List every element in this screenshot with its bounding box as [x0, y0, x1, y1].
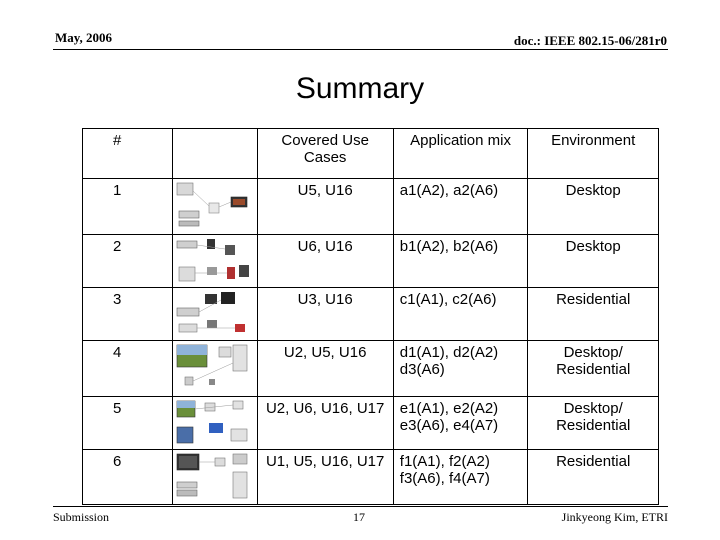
table-row: [83, 397, 659, 450]
environment: Desktop/ Residential: [528, 341, 659, 397]
covered-use-cases: U2, U6, U16, U17: [257, 397, 393, 450]
scenario-image: [172, 288, 257, 341]
environment: Desktop: [528, 179, 659, 235]
footer-author: Jinkyeong Kim, ETRI: [561, 510, 668, 524]
desktop-scenario-illustration: [175, 237, 251, 285]
row-number: 6: [83, 450, 173, 505]
column-header-number: #: [83, 129, 173, 179]
header-doc-id: doc.: IEEE 802.15-06/281r0: [513, 33, 667, 48]
scenario-image: [172, 341, 257, 397]
table-row: [83, 450, 659, 505]
column-header-image: [172, 129, 257, 179]
table-row: [83, 179, 659, 235]
column-header-use-cases: Covered Use Cases: [257, 129, 393, 179]
residential-scenario-illustration: [175, 290, 251, 338]
application-mix: d1(A1), d2(A2) d3(A6): [393, 341, 528, 397]
covered-use-cases: U5, U16: [257, 179, 393, 235]
summary-table: [82, 128, 659, 505]
table-row: [83, 235, 659, 288]
column-header-app-mix: Application mix: [393, 129, 528, 179]
scenario-image: [172, 397, 257, 450]
scenario-image: [172, 179, 257, 235]
slide-title: Summary: [295, 72, 425, 105]
footer-submission: Submission: [53, 510, 110, 524]
environment: Residential: [528, 450, 659, 505]
header-rule: [53, 49, 668, 50]
environment: Desktop/ Residential: [528, 397, 659, 450]
row-number: 2: [83, 235, 173, 288]
application-mix: e1(A1), e2(A2) e3(A6), e4(A7): [393, 397, 528, 450]
application-mix: a1(A2), a2(A6): [393, 179, 528, 235]
page-number: 17: [353, 510, 365, 524]
covered-use-cases: U3, U16: [257, 288, 393, 341]
environment: Desktop: [528, 235, 659, 288]
table-header-row: [83, 129, 659, 179]
scenario-image: [172, 235, 257, 288]
covered-use-cases: U2, U5, U16: [257, 341, 393, 397]
row-number: 4: [83, 341, 173, 397]
desktop-scenario-illustration: [175, 181, 251, 229]
header-date: May, 2006: [55, 30, 113, 45]
row-number: 3: [83, 288, 173, 341]
environment: Residential: [528, 288, 659, 341]
covered-use-cases: U6, U16: [257, 235, 393, 288]
table-row: [83, 288, 659, 341]
mixed-scenario-illustration: [175, 399, 251, 447]
application-mix: b1(A2), b2(A6): [393, 235, 528, 288]
residential-scenario-illustration: [175, 452, 251, 500]
mixed-scenario-illustration: [175, 343, 251, 391]
column-header-environment: Environment: [528, 129, 659, 179]
row-number: 5: [83, 397, 173, 450]
application-mix: c1(A1), c2(A6): [393, 288, 528, 341]
covered-use-cases: U1, U5, U16, U17: [257, 450, 393, 505]
table-row: [83, 341, 659, 397]
row-number: 1: [83, 179, 173, 235]
scenario-image: [172, 450, 257, 505]
footer-rule: [53, 506, 668, 507]
application-mix: f1(A1), f2(A2) f3(A6), f4(A7): [393, 450, 528, 505]
